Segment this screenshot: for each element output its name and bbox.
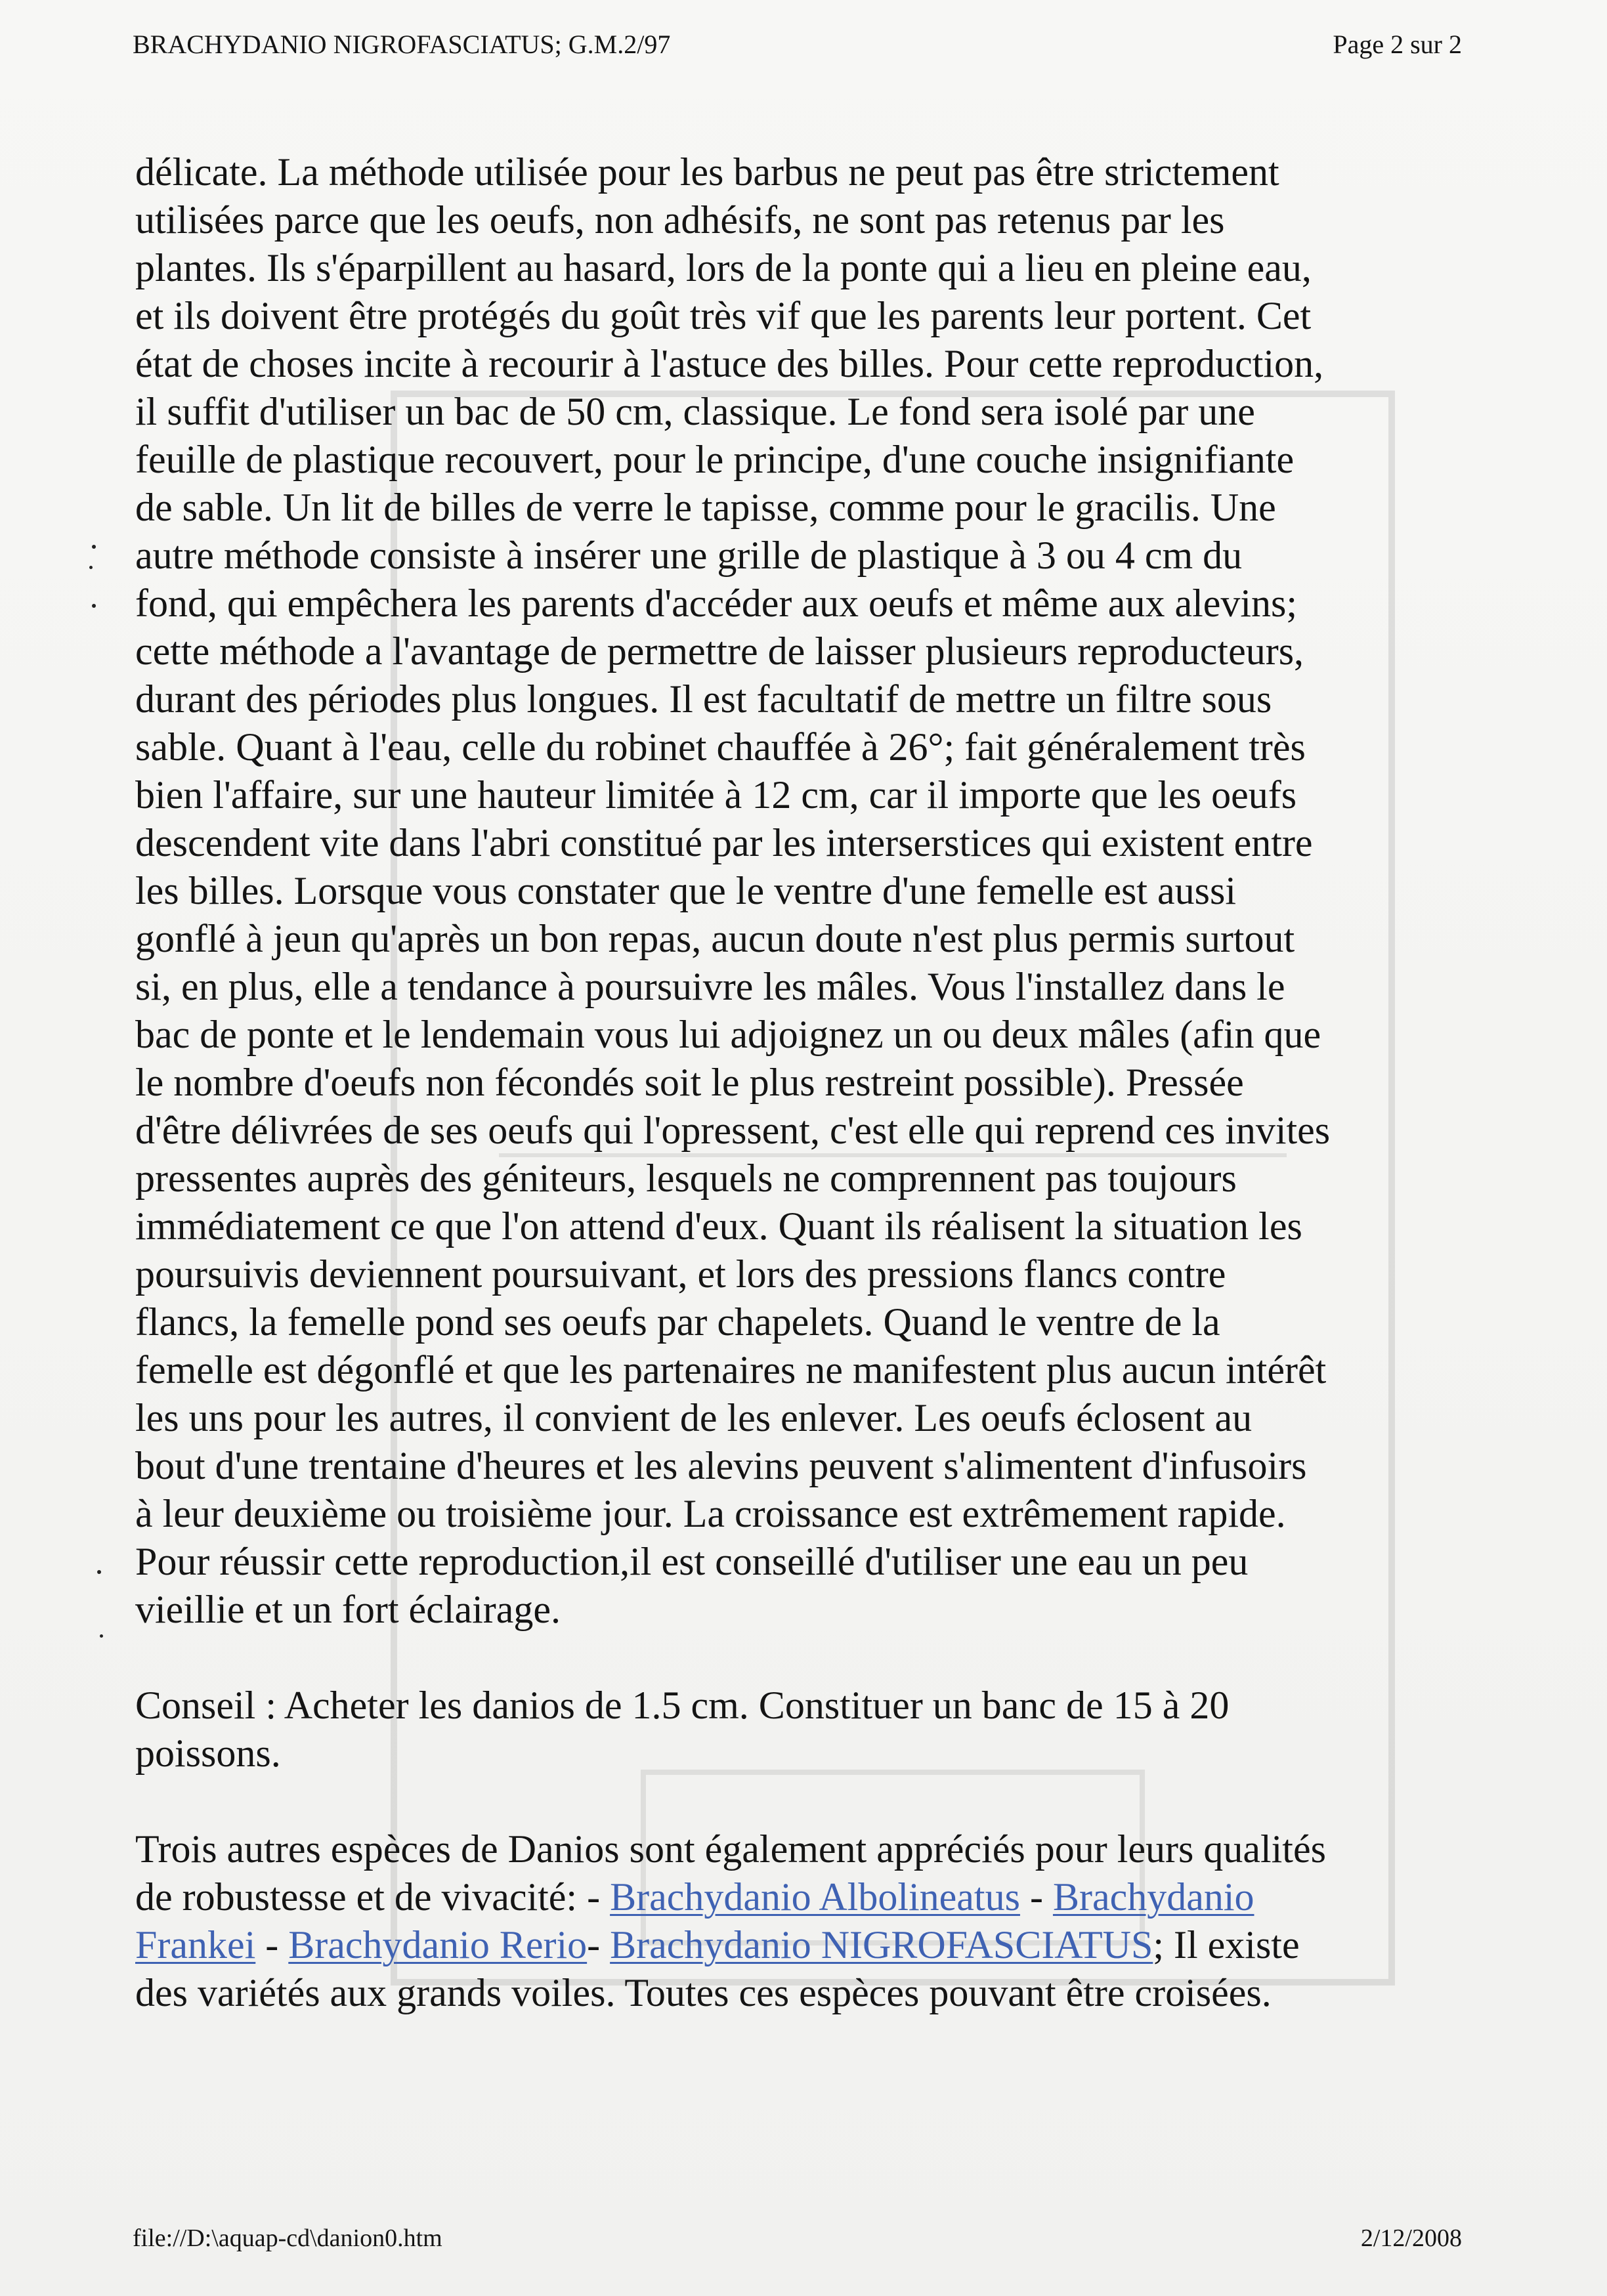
text-line: et ils doivent être protégés du goût très vif que les parents leur portent. Cet	[135, 294, 1312, 337]
link-brachydanio-frankei-cont[interactable]: Frankei	[135, 1923, 256, 1966]
text-line: bien l'affaire, sur une hauteur limitée à 12 cm, car il importe que les oeufs	[135, 773, 1297, 817]
text-line: flancs, la femelle pond ses oeufs par chapelets. Quand le ventre de la	[135, 1300, 1220, 1344]
page-header	[133, 29, 1462, 68]
text-line	[135, 1921, 1481, 1969]
text-line: délicate. La méthode utilisée pour les barbus ne peut pas être strictement	[135, 150, 1279, 194]
page-footer	[133, 2224, 1462, 2257]
scan-speck	[92, 545, 96, 549]
text-line: bac de ponte et le lendemain vous lui adjoignez un ou deux mâles (afin que	[135, 1013, 1321, 1056]
text-line: vieillie et un fort éclairage.	[135, 1588, 561, 1631]
text-line: gonflé à jeun qu'après un bon repas, aucun doute n'est plus permis surtout	[135, 917, 1295, 960]
text-line: les billes. Lorsque vous constater que le ventre d'une femelle est aussi	[135, 869, 1236, 912]
text-line: pressentes auprès des géniteurs, lesquels ne comprennent pas toujours	[135, 1157, 1237, 1200]
scan-speck	[97, 1570, 101, 1574]
link-brachydanio-nigrofasciatus[interactable]: Brachydanio NIGROFASCIATUS	[610, 1923, 1153, 1966]
text-line: il suffit d'utiliser un bac de 50 cm, classique. Le fond sera isolé par une	[135, 390, 1255, 433]
document-body	[135, 148, 1481, 2017]
text-line: Pour réussir cette reproduction,il est conseillé d'utiliser une eau un peu	[135, 1540, 1249, 1583]
text-line: autre méthode consiste à insérer une grille de plastique à 3 ou 4 cm du	[135, 534, 1243, 577]
text-line: les uns pour les autres, il convient de les enlever. Les oeufs éclosent au	[135, 1396, 1253, 1439]
text-line: immédiatement ce que l'on attend d'eux. Quant ils réalisent la situation les	[135, 1204, 1302, 1248]
scan-speck	[92, 604, 96, 608]
text-line: durant des périodes plus longues. Il est facultatif de mettre un filtre sous	[135, 677, 1272, 721]
text-line: de sable. Un lit de billes de verre le tapisse, comme pour le gracilis. Une	[135, 486, 1276, 529]
text-line: utilisées parce que les oeufs, non adhésifs, ne sont pas retenus par les	[135, 198, 1225, 242]
text-line: Conseil : Acheter les danios de 1.5 cm. Constituer un banc de 15 à 20	[135, 1684, 1230, 1727]
footer-file-path: file://D:\aquap-cd\danion0.htm	[133, 2224, 442, 2252]
text-line	[135, 1873, 1481, 1921]
text-line: Trois autres espèces de Danios sont également appréciés pour leurs qualités	[135, 1827, 1326, 1871]
text-line: poursuivis deviennent poursuivant, et lors des pressions flancs contre	[135, 1252, 1226, 1296]
text-line: descendent vite dans l'abri constitué par les interserstices qui existent entre	[135, 821, 1313, 864]
text-line: bout d'une trentaine d'heures et les alevins peuvent s'alimentent d'infusoirs	[135, 1444, 1307, 1487]
text-line: le nombre d'oeufs non fécondés soit le plus restreint possible). Pressée	[135, 1061, 1244, 1104]
text-line: feuille de plastique recouvert, pour le principe, d'une couche insignifiante	[135, 438, 1295, 481]
paragraph-species	[135, 1825, 1481, 2017]
text-line: sable. Quant à l'eau, celle du robinet chauffée à 26°; fait généralement très	[135, 725, 1306, 769]
text-line: si, en plus, elle a tendance à poursuivre les mâles. Vous l'installez dans le	[135, 965, 1285, 1008]
text-line: état de choses incite à recourir à l'astuce des billes. Pour cette reproduction,	[135, 342, 1324, 385]
separator: -	[1019, 1875, 1053, 1919]
text-line: des variétés aux grands voiles. Toutes ces espèces pouvant être croisées.	[135, 1971, 1272, 2014]
species-intro-text: de robustesse et de vivacité: -	[135, 1875, 611, 1919]
link-brachydanio-rerio[interactable]: Brachydanio Rerio	[288, 1923, 588, 1966]
species-tail-text: ; Il existe	[1153, 1923, 1300, 1966]
paragraph-spacer	[135, 1634, 1481, 1682]
header-page-number: Page 2 sur 2	[1333, 30, 1462, 59]
separator: -	[255, 1923, 289, 1966]
scan-speck	[100, 1634, 103, 1638]
text-line: d'être délivrées de ses oeufs qui l'opressent, c'est elle qui reprend ces invites	[135, 1109, 1331, 1152]
text-line: poissons.	[135, 1732, 281, 1775]
text-line: plantes. Ils s'éparpillent au hasard, lors de la ponte qui a lieu en pleine eau,	[135, 246, 1312, 289]
paragraph-spacer	[135, 1777, 1481, 1825]
text-line: à leur deuxième ou troisième jour. La croissance est extrêmement rapide.	[135, 1492, 1286, 1535]
header-title: BRACHYDANIO NIGROFASCIATUS; G.M.2/97	[133, 30, 671, 59]
footer-date: 2/12/2008	[1360, 2224, 1462, 2252]
link-brachydanio-albolineatus[interactable]: Brachydanio Albolineatus	[610, 1875, 1020, 1919]
text-line: cette méthode a l'avantage de permettre de laisser plusieurs reproducteurs,	[135, 629, 1304, 673]
paragraph-reproduction	[135, 148, 1481, 1634]
link-brachydanio-frankei[interactable]: Brachydanio	[1052, 1875, 1254, 1919]
scan-speck	[89, 566, 93, 569]
text-line: femelle est dégonflé et que les partenaires ne manifestent plus aucun intérêt	[135, 1348, 1327, 1392]
separator: -	[587, 1923, 611, 1966]
paragraph-advice	[135, 1682, 1481, 1777]
text-line: fond, qui empêchera les parents d'accéder aux oeufs et même aux alevins;	[135, 582, 1298, 625]
